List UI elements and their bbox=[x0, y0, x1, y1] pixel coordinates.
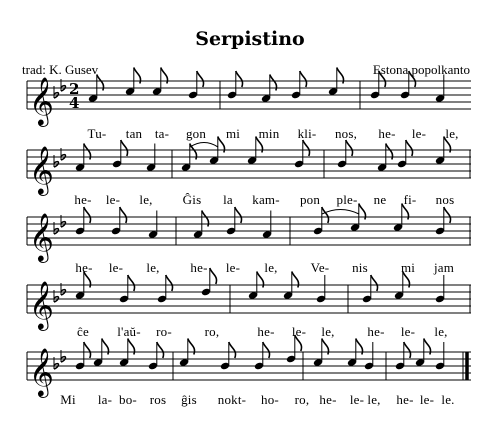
lyric-syllable: le, bbox=[367, 392, 381, 407]
lyric-syllable: ros bbox=[149, 392, 167, 407]
lyrics-line bbox=[0, 324, 500, 344]
lyrics-line bbox=[0, 192, 500, 212]
lyric-syllable: ĉe bbox=[77, 324, 89, 339]
time-signature-top: 2 bbox=[69, 80, 80, 98]
lyric-syllable: gon bbox=[185, 126, 207, 141]
treble-clef-icon: 𝄞 bbox=[29, 280, 54, 329]
arranger-credit: trad: K. Gusev bbox=[22, 62, 99, 77]
lyric-syllable: ta- bbox=[154, 126, 170, 141]
note-flag bbox=[263, 342, 270, 358]
lyric-syllable: la- bbox=[97, 392, 113, 407]
lyric-syllable: le- bbox=[105, 192, 121, 207]
lyric-syllable: mi bbox=[400, 260, 416, 275]
lyric-syllable: kli- bbox=[297, 126, 317, 141]
lyric-syllable: le- bbox=[349, 392, 365, 407]
lyric-syllable: nokt- bbox=[217, 392, 247, 407]
note-flag bbox=[84, 342, 91, 358]
treble-clef-icon: 𝄞 bbox=[29, 76, 54, 125]
lyric-syllable: fi- bbox=[403, 192, 417, 207]
lyrics-line bbox=[0, 260, 500, 280]
note-flag bbox=[300, 71, 307, 87]
lyric-syllable: ro, bbox=[204, 324, 220, 339]
lyric-syllable: tan bbox=[125, 126, 143, 141]
lyric-syllable: nos, bbox=[334, 126, 358, 141]
note-flag bbox=[409, 71, 416, 87]
lyric-syllable: he- bbox=[190, 260, 208, 275]
lyric-syllable: ne bbox=[373, 192, 387, 207]
lyric-syllable: he- bbox=[367, 324, 385, 339]
lyric-syllable: he- bbox=[396, 392, 414, 407]
note-flag bbox=[404, 342, 411, 358]
lyric-syllable: la bbox=[223, 192, 233, 207]
treble-clef-icon: 𝄞 bbox=[29, 145, 54, 194]
origin-credit: Estona popolkanto bbox=[372, 62, 470, 77]
lyric-syllable: pon bbox=[299, 192, 321, 207]
lyric-syllable: le, bbox=[321, 324, 335, 339]
lyric-syllable: le- bbox=[291, 324, 307, 339]
lyric-syllable: bo- bbox=[119, 392, 137, 407]
lyric-syllable: le- bbox=[400, 324, 416, 339]
lyric-syllable: Ve- bbox=[310, 260, 330, 275]
lyric-syllable: le. bbox=[441, 392, 455, 407]
treble-clef-icon: 𝄞 bbox=[29, 212, 54, 261]
lyric-syllable: ĝis bbox=[181, 392, 197, 407]
lyric-syllable: Ĝis bbox=[182, 192, 202, 207]
lyric-syllable: le, bbox=[445, 126, 459, 141]
lyric-syllable: he- bbox=[319, 392, 337, 407]
lyric-syllable: jam bbox=[433, 260, 455, 275]
lyric-syllable: mi bbox=[225, 126, 241, 141]
note-flag bbox=[379, 71, 386, 87]
lyric-syllable: ple- bbox=[336, 192, 358, 207]
lyric-syllable: le- bbox=[108, 260, 124, 275]
lyric-syllable: ro- bbox=[156, 324, 172, 339]
lyrics-line bbox=[0, 392, 500, 412]
lyric-syllable: Tu- bbox=[87, 126, 107, 141]
lyric-syllable: he- bbox=[75, 260, 93, 275]
lyric-syllable: le- bbox=[419, 392, 435, 407]
lyric-syllable: nos bbox=[435, 192, 455, 207]
note-flag bbox=[197, 71, 204, 87]
note-flag bbox=[157, 342, 164, 358]
lyric-syllable: le, bbox=[146, 260, 160, 275]
treble-clef-icon: 𝄞 bbox=[29, 347, 54, 396]
lyric-syllable: he- bbox=[378, 126, 396, 141]
lyric-syllable: ro, bbox=[294, 392, 310, 407]
lyric-syllable: le, bbox=[434, 324, 448, 339]
lyric-syllable: he- bbox=[257, 324, 275, 339]
time-signature-bottom: 4 bbox=[69, 94, 80, 112]
lyric-syllable: he- bbox=[74, 192, 92, 207]
lyric-syllable: le, bbox=[264, 260, 278, 275]
note-flag bbox=[229, 342, 236, 358]
lyric-syllable: min bbox=[258, 126, 280, 141]
lyric-syllable: l'aŭ- bbox=[117, 324, 141, 339]
lyric-syllable: Mi bbox=[60, 392, 76, 407]
song-title: Serpistino bbox=[195, 28, 305, 50]
lyric-syllable: le- bbox=[411, 126, 427, 141]
lyric-syllable: ho- bbox=[261, 392, 279, 407]
lyrics-line bbox=[0, 126, 500, 146]
lyric-syllable: le- bbox=[225, 260, 241, 275]
note-flag bbox=[236, 71, 243, 87]
lyric-syllable: nis bbox=[352, 260, 368, 275]
lyric-syllable: le, bbox=[139, 192, 153, 207]
lyric-syllable: kam- bbox=[252, 192, 280, 207]
